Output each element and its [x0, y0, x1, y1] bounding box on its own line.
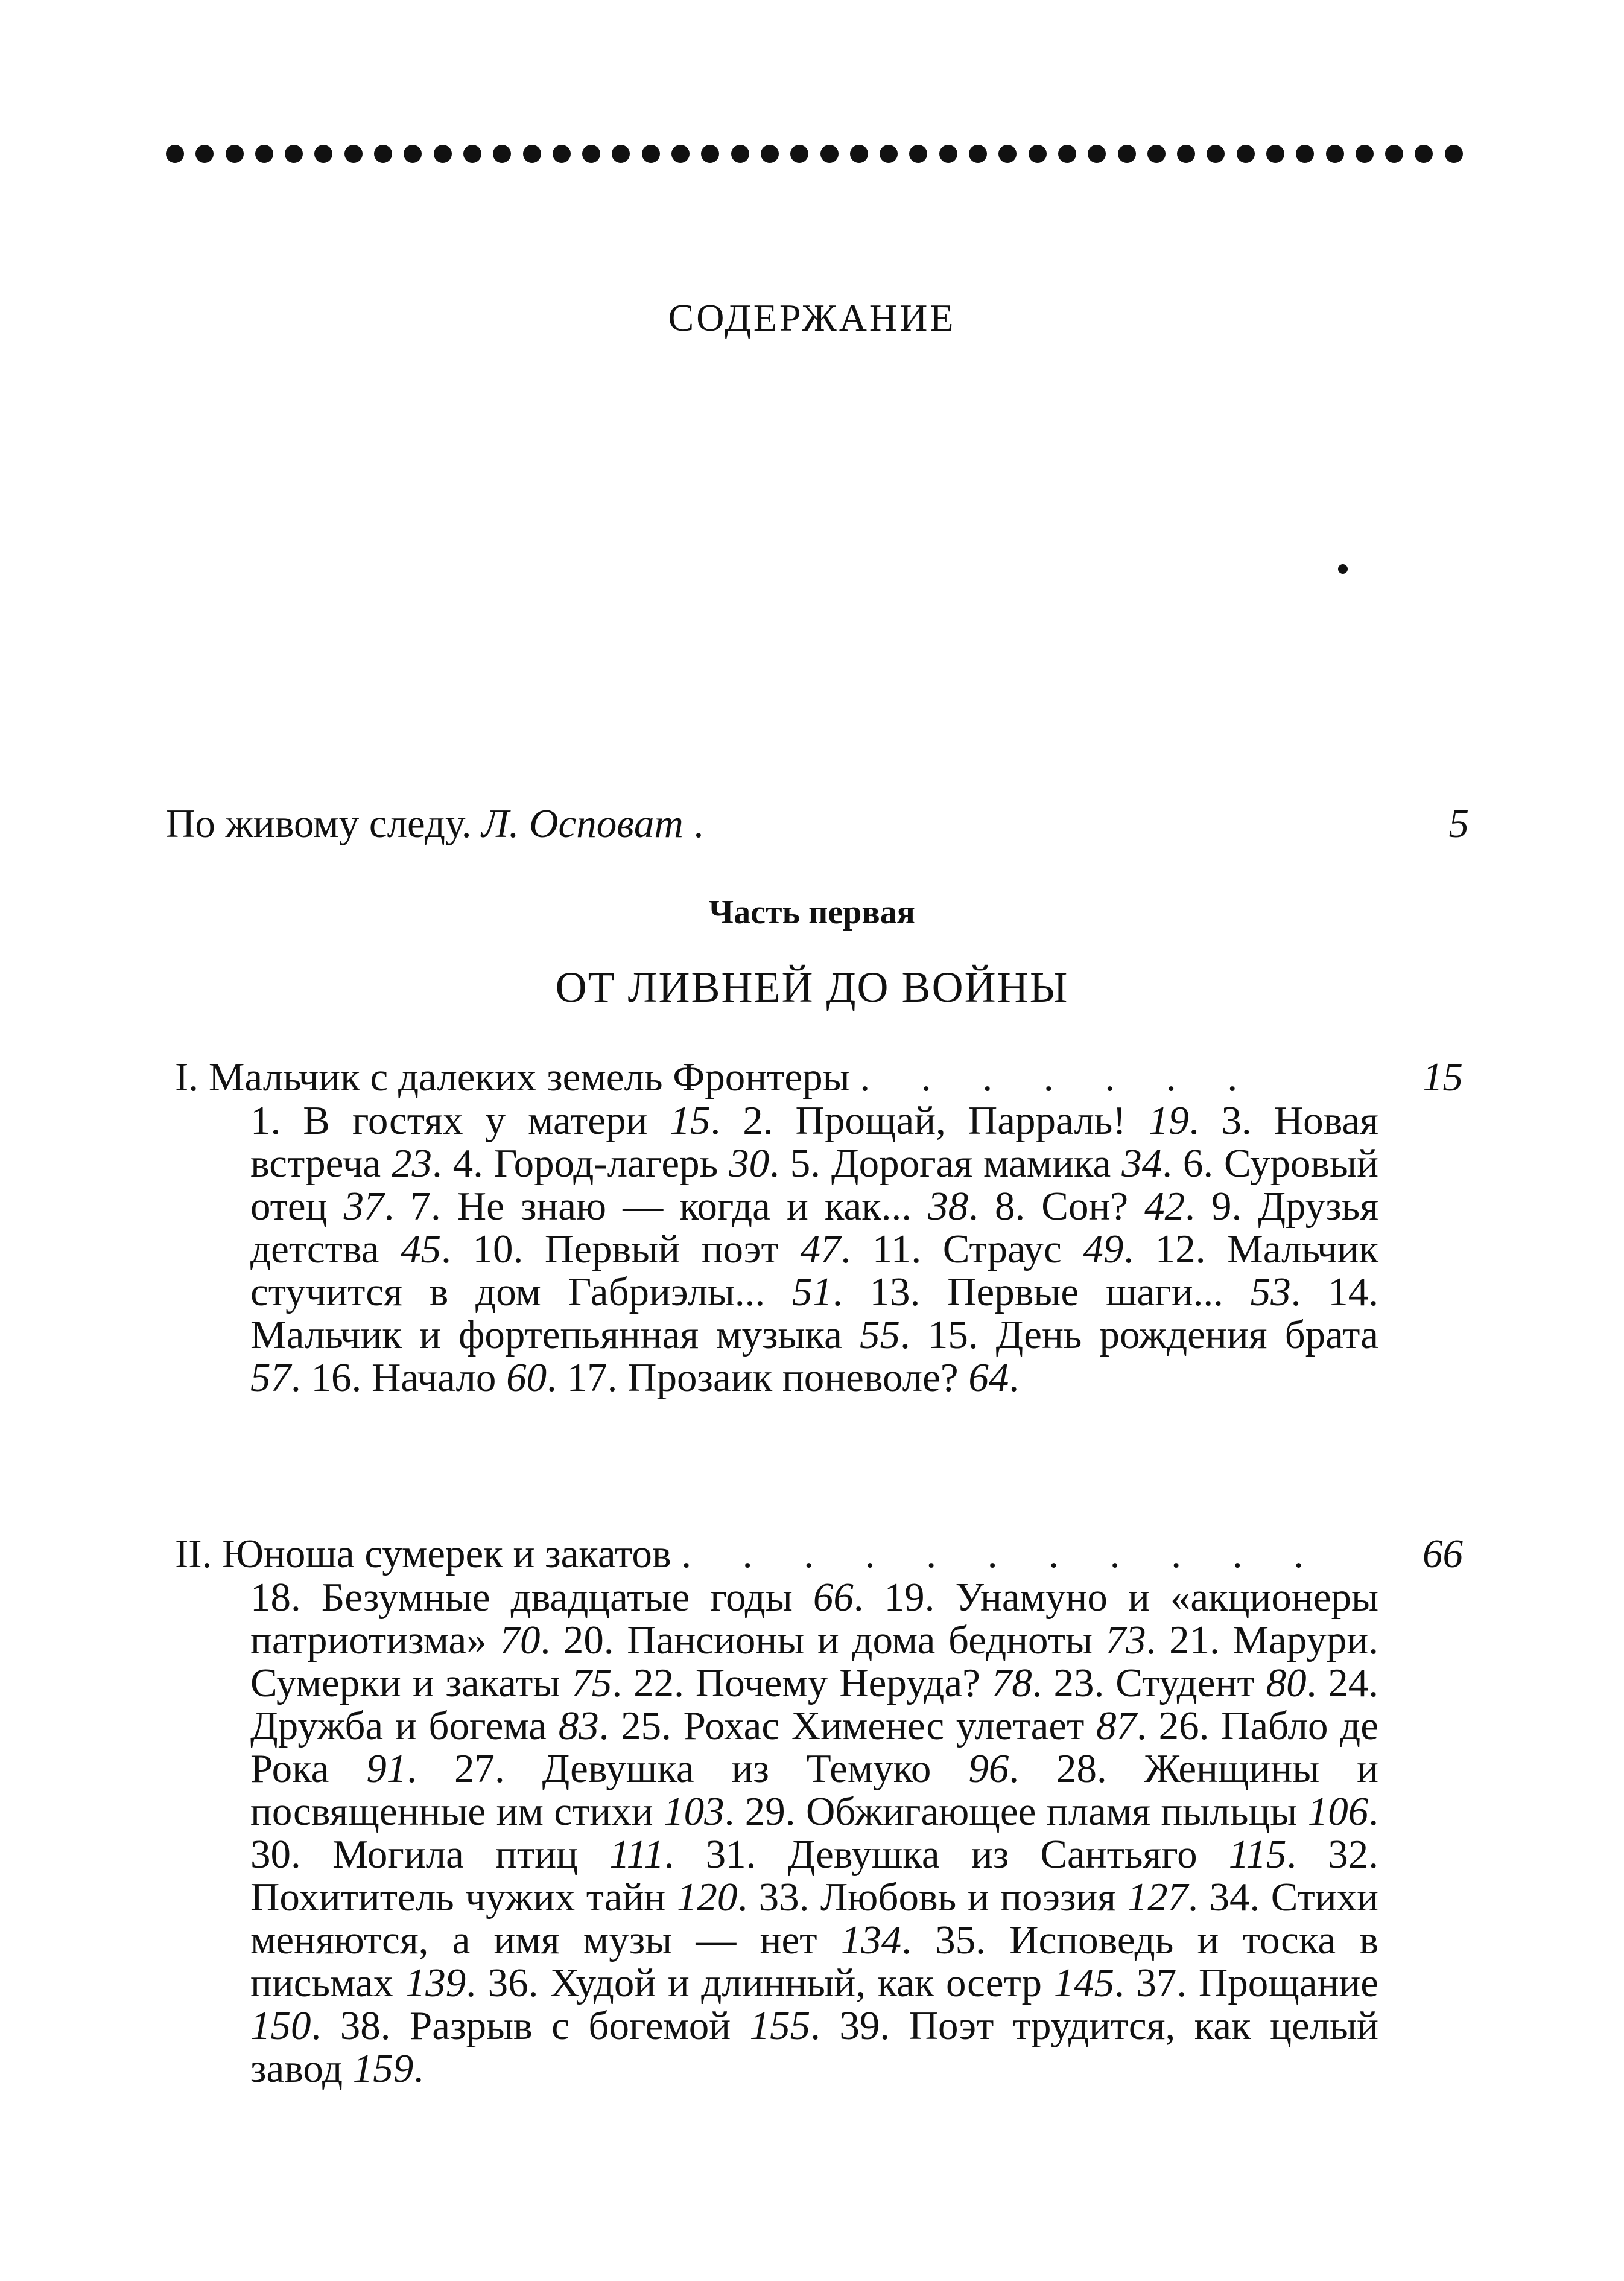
chapter-leader-dots: . . . . . . .	[860, 1055, 1258, 1099]
subsection-entry[interactable]: 31. Девушка из Сантьяго	[705, 1832, 1197, 1877]
subsection-page: 80	[1266, 1661, 1307, 1705]
preface-label: По живому следу.	[166, 801, 472, 846]
subsection-entry[interactable]: 4. Город-лагерь	[452, 1141, 718, 1186]
subsection-page: 159	[352, 2046, 414, 2091]
subsection-page: 42	[1144, 1184, 1185, 1229]
subsection-entry[interactable]: 34. Стихи меняются, а имя музы — нет	[250, 1875, 1379, 1962]
subsection-entry[interactable]: 7. Не знаю — когда и как...	[410, 1184, 912, 1229]
subsection-entry[interactable]: 23. Студент	[1053, 1661, 1255, 1705]
subsection-entry[interactable]: 22. Почему Неруда?	[633, 1661, 980, 1705]
subsection-entry[interactable]: 12. Мальчик стучится в дом Габриэлы...	[250, 1227, 1379, 1314]
subsection-page: 139	[405, 1961, 466, 2005]
subsection-page: 75	[571, 1661, 612, 1705]
subsection-page: 23	[392, 1141, 432, 1186]
subsection-page: 91	[366, 1746, 407, 1791]
subsection-entry[interactable]: 5. Дорогая мамика	[790, 1141, 1111, 1186]
subsection-page: 134	[840, 1918, 902, 1962]
subsection-entry[interactable]: 35. Исповедь и тоска в письмах	[250, 1918, 1379, 2005]
subsection-page: 111	[609, 1832, 664, 1877]
preface-dots: .	[693, 801, 704, 846]
subsection-page: 127	[1127, 1875, 1188, 1920]
subsection-entry[interactable]: 6. Суровый отец	[250, 1141, 1379, 1229]
subsection-page: 64	[968, 1355, 1009, 1400]
subsection-page: 51	[791, 1270, 833, 1314]
subsection-entry[interactable]: 1. В гостях у матери	[250, 1098, 648, 1143]
subsection-page: 78	[991, 1661, 1032, 1705]
subsection-entry[interactable]: 20. Пансионы и дома бедноты	[563, 1618, 1093, 1662]
preface-author: Л. Осповат	[481, 801, 684, 846]
subsection-page: 37	[343, 1184, 384, 1229]
subsection-page: 106	[1307, 1789, 1369, 1834]
chapter-heading-2[interactable]	[175, 1530, 1324, 1578]
subsection-page: 103	[664, 1789, 725, 1834]
subsection-page: 30	[729, 1141, 770, 1186]
subsection-entry[interactable]: 28. Женщины и посвященные им стихи	[250, 1746, 1379, 1834]
subsection-entry[interactable]: 37. Прощание	[1136, 1961, 1379, 2005]
subsection-entry[interactable]: 39. Поэт трудится, как целый завод	[250, 2003, 1378, 2091]
chapter-leader-dots: . . . . . . . . . . .	[681, 1532, 1324, 1576]
subsection-entry[interactable]: 17. Прозаик поневоле?	[566, 1355, 959, 1400]
chapter-page-number: 66	[1423, 1532, 1463, 1576]
decorative-dot-rule	[166, 142, 1463, 166]
preface-page-number: 5	[1448, 801, 1469, 846]
subsection-entry[interactable]: 9. Друзья детства	[250, 1184, 1379, 1271]
subsection-page: 155	[749, 2003, 811, 2048]
chapter-heading-1[interactable]	[175, 1053, 1258, 1101]
subsection-page: 87	[1096, 1704, 1137, 1748]
subsection-page: 19	[1148, 1098, 1189, 1143]
subsection-page: 45	[401, 1227, 442, 1271]
subsection-entry[interactable]: 29. Обжигающее пламя пыльцы	[744, 1789, 1298, 1834]
stray-dot	[1338, 564, 1348, 574]
chapter-title: Мальчик с далеких земель Фронтеры	[208, 1055, 850, 1099]
subsection-page: 34	[1121, 1141, 1162, 1186]
subsection-entry[interactable]: 3. Новая встреча	[250, 1098, 1378, 1186]
subsection-entry[interactable]: 16. Начало	[311, 1355, 496, 1400]
subsection-entry[interactable]: 18. Безумные двадцатые годы	[250, 1575, 793, 1620]
subsection-entry[interactable]: 27. Девушка из Темуко	[454, 1746, 931, 1791]
subsection-entry[interactable]: 32. Похититель чужих тайн	[250, 1832, 1379, 1920]
subsection-entry[interactable]: 19. Унамуно и «акционеры патриотизма»	[250, 1575, 1378, 1662]
subsection-page: 55	[859, 1312, 900, 1357]
subsection-entry[interactable]: 36. Худой и длинный, как осетр	[487, 1961, 1042, 2005]
subsection-page: 38	[928, 1184, 969, 1229]
subsection-entry[interactable]: 30. Могила птиц	[250, 1832, 578, 1877]
subsection-page: 70	[500, 1618, 541, 1662]
chapter-page-number: 15	[1423, 1055, 1463, 1099]
toc-entry-preface[interactable]	[166, 800, 703, 848]
subsection-entry[interactable]: 21. Марури. Сумерки и закаты	[250, 1618, 1379, 1705]
subsection-page: 57	[250, 1355, 291, 1400]
subsection-entry[interactable]: 13. Первые шаги...	[869, 1270, 1223, 1314]
subsection-entry[interactable]: 8. Сон?	[994, 1184, 1129, 1229]
subsection-entry[interactable]: 15. День рождения брата	[927, 1312, 1379, 1357]
subsection-page: 83	[558, 1704, 599, 1748]
subsection-entry[interactable]: 33. Любовь и поэзия	[758, 1875, 1117, 1920]
subsection-entry[interactable]: 14. Мальчик и фортепьянная музыка	[250, 1270, 1379, 1357]
chapter-number: I.	[175, 1055, 199, 1099]
chapter-number: II.	[175, 1532, 212, 1576]
subsection-page: 49	[1083, 1227, 1124, 1271]
subsection-entry[interactable]: 25. Рохас Хименес улетает	[621, 1704, 1085, 1748]
page-title: СОДЕРЖАНИЕ	[668, 296, 956, 339]
subsection-page: 60	[506, 1355, 547, 1400]
part-title: ОТ ЛИВНЕЙ ДО ВОЙНЫ	[555, 963, 1069, 1011]
subsection-entry[interactable]: 26. Пабло де Рока	[250, 1704, 1378, 1791]
subsection-entry[interactable]: 2. Прощай, Парраль!	[743, 1098, 1126, 1143]
chapter-contents-2: 18. Безумные двадцатые годы 66. 19. Унамуно и «акционеры патриотизма» 70. 20. Пансионы и дома бедноты 73. 21. Марури. Сумерки и закаты 75. 22. Почему Неруда? 78. 23. Студент 80. 24. Дружба и богема 83. 25. Рохас Хименес улетает 87. 26. Пабло де Рока 91. 27. Девушка из Темуко 96. 28. Женщины и посвященные им стихи 103. 29. Обжигающее пламя пыльцы 106. 30. Могила птиц 111. 31. Девушка из Сантьяго 115. 32. Похититель чужих тайн 120. 33. Любовь и поэзия 127. 34. Стихи меняются, а имя музы — нет 134. 35. Исповедь и тоска в письмах 139. 36. Худой и длинный, как осетр 145. 37. Прощание 150. 38. Разрыв с богемой 155. 39. Поэт трудится, как целый завод 159.	[250, 1575, 1379, 2091]
subsection-page: 15	[670, 1098, 711, 1143]
subsection-entry[interactable]: 38. Разрыв с богемой	[340, 2003, 731, 2048]
subsection-page: 47	[800, 1227, 841, 1271]
chapter-title: Юноша сумерек и закатов	[222, 1532, 671, 1576]
subsection-page: 115	[1228, 1832, 1287, 1877]
subsection-page: 73	[1105, 1618, 1146, 1662]
subsection-entry[interactable]: 24. Дружба и богема	[250, 1661, 1379, 1748]
part-label: Часть первая	[709, 894, 915, 931]
chapter-contents-1: 1. В гостях у матери 15. 2. Прощай, Парраль! 19. 3. Новая встреча 23. 4. Город-лагерь 30. 5. Дорогая мамика 34. 6. Суровый отец 37. 7. Не знаю — когда и как... 38. 8. Сон? 42. 9. Друзья детства 45. 10. Первый поэт 47. 11. Страус 49. 12. Мальчик стучится в дом Габриэлы... 51. 13. Первые шаги... 53. 14. Мальчик и фортепьянная музыка 55. 15. День рождения брата 57. 16. Начало 60. 17. Прозаик поневоле? 64.	[250, 1098, 1379, 1400]
subsection-entry[interactable]: 10. Первый поэт	[472, 1227, 779, 1271]
subsection-page: 145	[1053, 1961, 1115, 2005]
subsection-page: 96	[968, 1746, 1009, 1791]
subsection-entry[interactable]: 11. Страус	[872, 1227, 1062, 1271]
subsection-page: 120	[676, 1875, 738, 1920]
subsection-page: 53	[1250, 1270, 1291, 1314]
subsection-page: 66	[813, 1575, 854, 1620]
subsection-page: 150	[250, 2003, 311, 2048]
